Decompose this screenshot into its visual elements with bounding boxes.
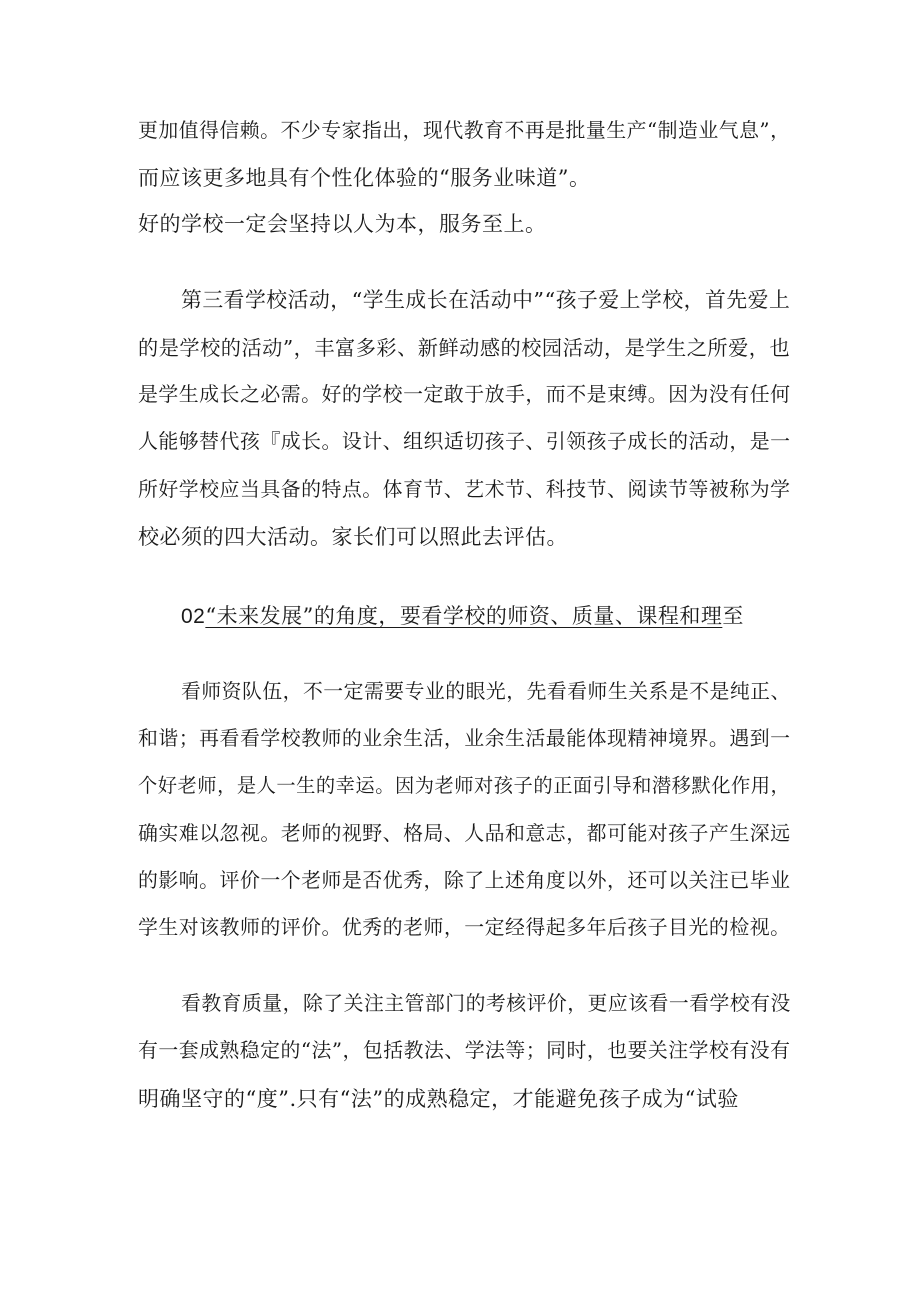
paragraph-3-line-3: 个好老师，是人一生的幸运。因为老师对孩子的正面引导和潜移默化作用， bbox=[138, 774, 791, 797]
heading-number: 02 bbox=[181, 605, 206, 628]
paragraph-2-line-1: 第三看学校活动，“学生成长在活动中”“孩子爱上学校，首先爱上 bbox=[181, 288, 791, 312]
paragraph-2-line-6: 校必须的四大活动。家长们可以照此去评估。 bbox=[138, 525, 568, 549]
paragraph-3-line-5: 的影响。评价一个老师是否优秀，除了上述角度以外，还可以关注已毕业 bbox=[138, 869, 791, 892]
paragraph-1-line-1: 更加值得信赖。不少专家指出，现代教育不再是批量生产“制造业气息”， bbox=[138, 119, 791, 142]
paragraph-3-line-2: 和谐；再看看学校教师的业余生活，业余生活最能体现精神境界。遇到一 bbox=[138, 727, 791, 750]
paragraph-1-line-2: 而应该更多地具有个性化体验的“服务业味道”。 bbox=[138, 166, 591, 190]
paragraph-1-line-3: 好的学校一定会坚持以人为本，服务至上。 bbox=[138, 212, 547, 236]
paragraph-2-line-3: 是学生成长之必需。好的学校一定敢于放手，而不是束缚。因为没有任何 bbox=[138, 383, 791, 406]
heading-underlined-text: “未来发展”的角度，要看学校的师资、质量、课程和理 bbox=[205, 604, 723, 628]
paragraph-4-line-1: 看教育质量，除了关注主管部门的考核评价，更应该看一看学校有没 bbox=[181, 992, 791, 1015]
paragraph-2-line-2: 的是学校的活动”，丰富多彩、新鲜动感的校园活动，是学生之所爱，也 bbox=[138, 336, 791, 360]
paragraph-3-line-4: 确实难以忽视。老师的视野、格局、人品和意志，都可能对孩子产生深远 bbox=[138, 822, 791, 845]
paragraph-3-line-6: 学生对该教师的评价。优秀的老师，一定经得起多年后孩子目光的检视。 bbox=[138, 916, 791, 939]
heading-trailing-text: 至 bbox=[722, 604, 744, 628]
paragraph-3-line-1: 看师资队伍，不一定需要专业的眼光，先看看师生关系是不是纯正、 bbox=[181, 680, 791, 703]
paragraph-4-line-2: 有一套成熟稳定的“法”，包括教法、学法等；同时，也要关注学校有没有 bbox=[138, 1039, 791, 1062]
paragraph-2-line-5: 所好学校应当具备的特点。体育节、艺术节、科技节、阅读节等被称为学 bbox=[138, 478, 791, 501]
section-heading-02 bbox=[181, 602, 744, 631]
paragraph-4-line-3: 明确坚守的“度”.只有“法”的成熟稳定，才能避免孩子成为“试验 bbox=[138, 1087, 739, 1111]
paragraph-2-line-4: 人能够替代孩『成长。设计、组织适切孩子、引领孩子成长的活动，是一 bbox=[138, 430, 791, 453]
